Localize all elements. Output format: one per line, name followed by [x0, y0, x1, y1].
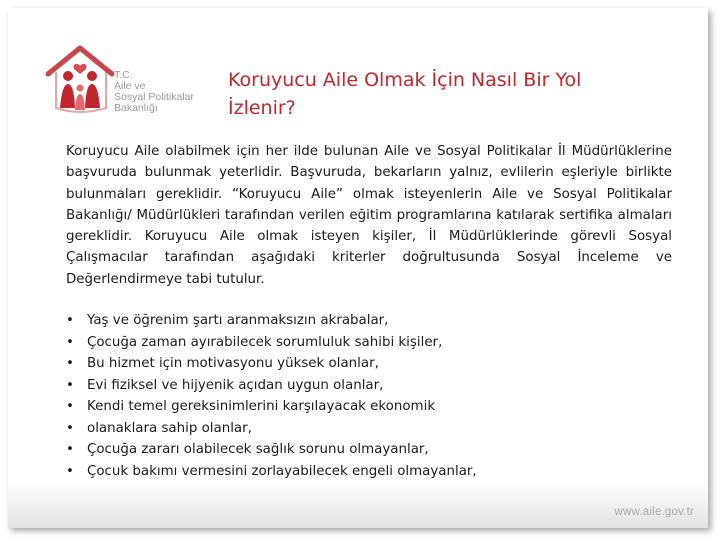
body-paragraph: Koruyucu Aile olabilmek için her ilde bulunan Aile ve Sosyal Politikalar İl Müdürlüklerine başvuruda bulunmak yeterlidir. Başvuruda, bekarların yalnız, evlilerin eşleriyle birlikte bulunmaları gereklidir. “Koruyucu Aile” olmak isteyenlerin Aile ve Sosyal Politikalar Bakanlığı/ Müdürlükleri tarafından verilen eğitim programlarına katılarak sertifika almaları gereklidir. Koruyucu Aile olmak isteyen kişiler, İl Müdürlüklerinde görevli Sosyal Çalışmacılar tarafından aşağıdaki kriterler doğrultusunda Sosyal İnceleme ve Değerlendirmeye tabi tutulur. [66, 144, 672, 287]
logo-line-sosyal: Sosyal Politikalar [114, 91, 194, 103]
logo-line-tc: T.C. [114, 69, 133, 81]
list-item: • olanaklara sahip olanlar, [66, 418, 666, 440]
logo-text [114, 70, 194, 114]
footer-bar [8, 480, 708, 528]
footer-url: www.aile.gov.tr [614, 506, 694, 518]
list-item: • Bu hizmet için motivasyonu yüksek olanlar, [66, 353, 666, 375]
list-item: • Çocuk bakımı vermesini zorlayabilecek engeli olmayanlar, [66, 461, 666, 483]
list-item: • Kendi temel gereksinimlerini karşılayacak ekonomik [66, 396, 666, 418]
title-line-2: İzlenir? [228, 97, 296, 119]
slide-title [228, 66, 668, 122]
list-item: • Çocuğa zaman ayırabilecek sorumluluk sahibi kişiler, [66, 332, 666, 354]
logo-line-bakanlik: Bakanlığı [114, 102, 158, 114]
list-item: • Çocuğa zararı olabilecek sağlık sorunu olmayanlar, [66, 439, 666, 461]
list-item: • Evi fiziksel ve hijyenik açıdan uygun olanlar, [66, 375, 666, 397]
criteria-list [66, 310, 666, 482]
logo-line-aile: Aile ve [114, 80, 146, 92]
title-line-1: Koruyucu Aile Olmak İçin Nasıl Bir Yol [228, 69, 582, 91]
list-item: • Yaş ve öğrenim şartı aranmaksızın akrabalar, [66, 310, 666, 332]
